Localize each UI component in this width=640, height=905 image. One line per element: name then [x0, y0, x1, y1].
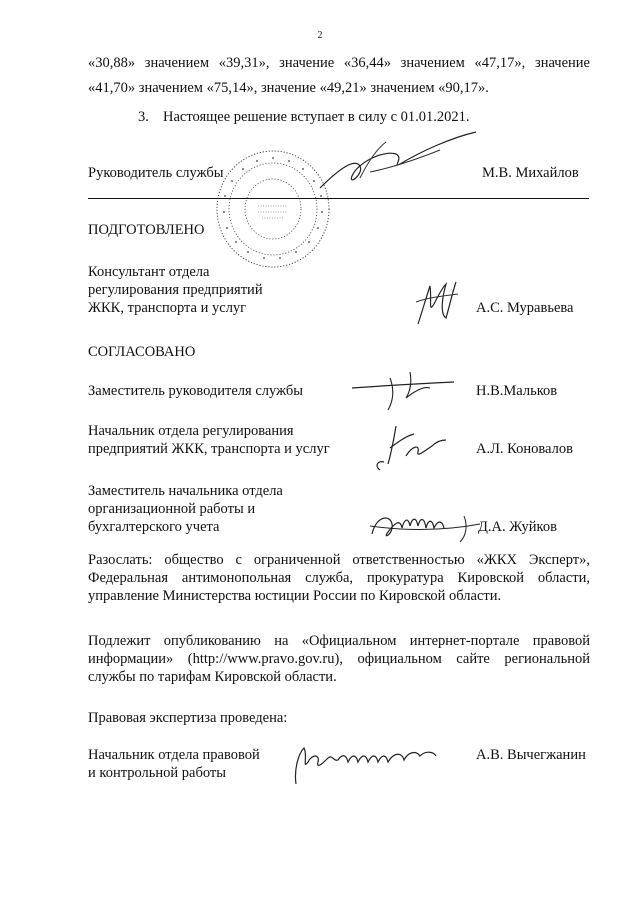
legal-position-line: и контрольной работы: [88, 765, 226, 781]
prepared-name: А.С. Муравьева: [476, 300, 574, 316]
item-number: 3.: [138, 109, 149, 125]
prepared-position-line: Консультант отдела: [88, 264, 210, 280]
official-seal: [214, 148, 332, 270]
paragraph-line: «41,70» значением «75,14», значение «49,21» значением «90,17».: [88, 80, 489, 96]
signer-position-line: Заместитель начальника отдела: [88, 483, 283, 499]
prepared-position-line: регулирования предприятий: [88, 282, 263, 298]
page-number: 2: [317, 30, 323, 41]
prepared-position-line: ЖКК, транспорта и услуг: [88, 300, 247, 316]
distribution-line: Разослать: общество с ограниченной ответственностью «ЖКХ Эксперт»,: [88, 552, 590, 568]
signer-position-line: предприятий ЖКК, транспорта и услуг: [88, 441, 330, 457]
head-position: Руководитель службы: [88, 165, 224, 181]
head-name: М.В. Михайлов: [482, 165, 579, 181]
signer-name: Д.А. Жуйков: [478, 519, 557, 535]
signer-position-line: бухгалтерского учета: [88, 519, 220, 535]
legal-heading: Правовая экспертиза проведена:: [88, 710, 288, 726]
publication-line: Подлежит опубликованию на «Официальном интернет-портале правовой: [88, 633, 590, 649]
signer-name: А.Л. Коновалов: [476, 441, 573, 457]
signer-position-line: Заместитель руководителя службы: [88, 383, 304, 399]
signer-position-line: организационной работы и: [88, 501, 256, 517]
publication-line: службы по тарифам Кировской области.: [88, 669, 337, 685]
distribution-line: Федеральная антимонопольная служба, прокуратура Кировской области,: [88, 570, 590, 586]
distribution-line: управление Министерства юстиции России по Кировской области.: [88, 588, 502, 604]
paragraph-line: «30,88» значением «39,31», значение «36,44» значением «47,17», значение: [88, 55, 590, 71]
signer-signature: [370, 420, 450, 476]
prepared-signature: [412, 274, 462, 330]
prepared-heading: ПОДГОТОВЛЕНО: [88, 222, 205, 238]
item-text: Настоящее решение вступает в силу с 01.01.2021.: [163, 109, 470, 125]
signer-position-line: Начальник отдела регулирования: [88, 423, 294, 439]
legal-signature: [290, 740, 440, 788]
legal-name: А.В. Вычегжанин: [476, 747, 586, 763]
signer-name: Н.В.Мальков: [476, 383, 558, 399]
signer-signature: [350, 366, 460, 416]
divider-line: [88, 198, 589, 199]
agreed-heading: СОГЛАСОВАНО: [88, 344, 196, 360]
publication-line: информации» (http://www.pravo.gov.ru), официальном сайте региональной: [88, 651, 590, 667]
legal-position-line: Начальник отдела правовой: [88, 747, 260, 763]
signer-signature: [368, 506, 484, 546]
